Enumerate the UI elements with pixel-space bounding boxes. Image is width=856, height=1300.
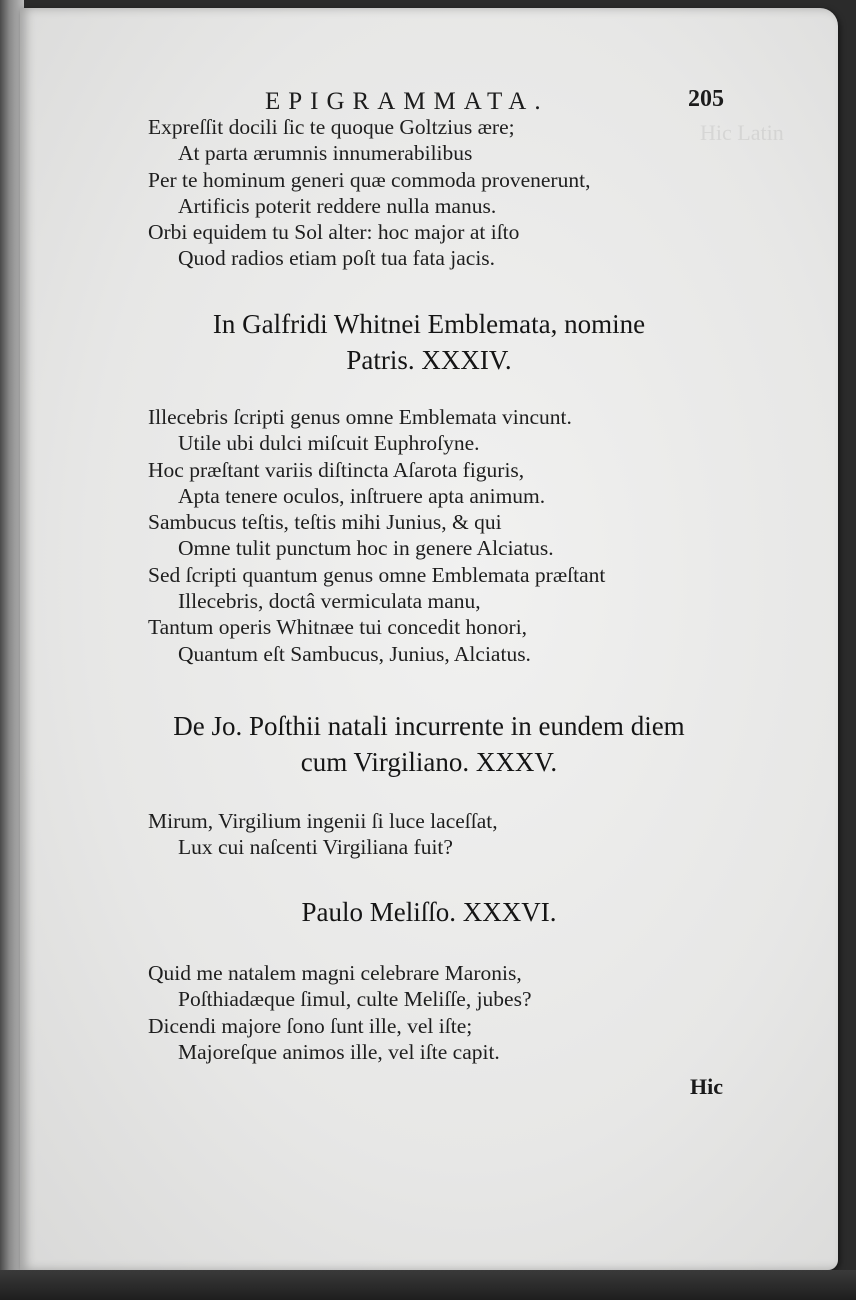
verse-line: Quod radios etiam poſt tua fata jacis. xyxy=(178,246,496,271)
epigram-xxxvi xyxy=(148,960,748,1065)
verse-line: Quantum eſt Sambucus, Junius, Alciatus. xyxy=(178,641,531,666)
epigram-heading: Paulo Meliſſo. XXXVI. xyxy=(301,897,557,927)
verse-line: Majoreſque animos ille, vel iſte capit. xyxy=(178,1039,500,1064)
epigram-xxxiv xyxy=(148,404,748,667)
verse-line: Apta tenere oculos, inſtruere apta animum. xyxy=(178,483,546,508)
epigram-heading: In Galfridi Whitnei Emblemata, nomine xyxy=(212,309,646,339)
verse-line: Poſthiadæque ſimul, culte Meliſſe, jubes? xyxy=(178,987,532,1012)
verse-line: Lux cui naſcenti Virgiliana fuit? xyxy=(178,835,453,860)
verse-line: Hoc præſtant variis diſtincta Aſarota figuris, xyxy=(148,457,525,482)
verse-line: Illecebris, doctâ vermiculata manu, xyxy=(178,589,481,614)
page-number: 205 xyxy=(688,86,724,112)
verse-line: Orbi equidem tu Sol alter: hoc major at iſto xyxy=(148,220,520,245)
verse-line: Per te hominum generi quæ commoda provenerunt, xyxy=(148,167,591,192)
verse-line: Artificis poterit reddere nulla manus. xyxy=(178,193,497,218)
verse-line: Utile ubi dulci miſcuit Euphroſyne. xyxy=(178,431,480,456)
scan-background xyxy=(0,1270,856,1300)
verse-line: Omne tulit punctum hoc in genere Alciatus. xyxy=(178,536,554,561)
book-page xyxy=(20,8,838,1270)
verse-line: Dicendi majore ſono ſunt ille, vel iſte; xyxy=(148,1013,473,1038)
epigram-xxxv xyxy=(148,808,748,861)
catchword: Hic xyxy=(690,1074,723,1099)
verse-line: Sed ſcripti quantum genus omne Emblemata præſtant xyxy=(148,562,606,587)
epigram-heading: De Jo. Poſthii natali incurrente in eundem diem xyxy=(173,711,685,741)
running-title: EPIGRAMMATA. xyxy=(265,88,549,115)
epigram-heading: cum Virgiliano. XXXV. xyxy=(300,747,558,777)
epigram-heading: Patris. XXXIV. xyxy=(346,345,512,375)
verse-line: Sambucus teſtis, teſtis mihi Junius, & qui xyxy=(148,510,502,535)
verse-line: Tantum operis Whitnæe tui concedit honori, xyxy=(148,615,528,640)
bleed-through-text: Hic Latin xyxy=(700,120,784,145)
verse-line: Mirum, Virgilium ingenii ſi luce laceſſat, xyxy=(148,809,498,833)
verse-line: Quid me natalem magni celebrare Maronis, xyxy=(148,961,522,985)
verse-line: Illecebris ſcripti genus omne Emblemata vincunt. xyxy=(148,405,572,429)
epigram-continued xyxy=(148,114,748,272)
verse-line: At parta ærumnis innumerabilibus xyxy=(178,141,473,166)
verse-line: Expreſſit docili ſic te quoque Goltzius ære; xyxy=(148,115,515,139)
